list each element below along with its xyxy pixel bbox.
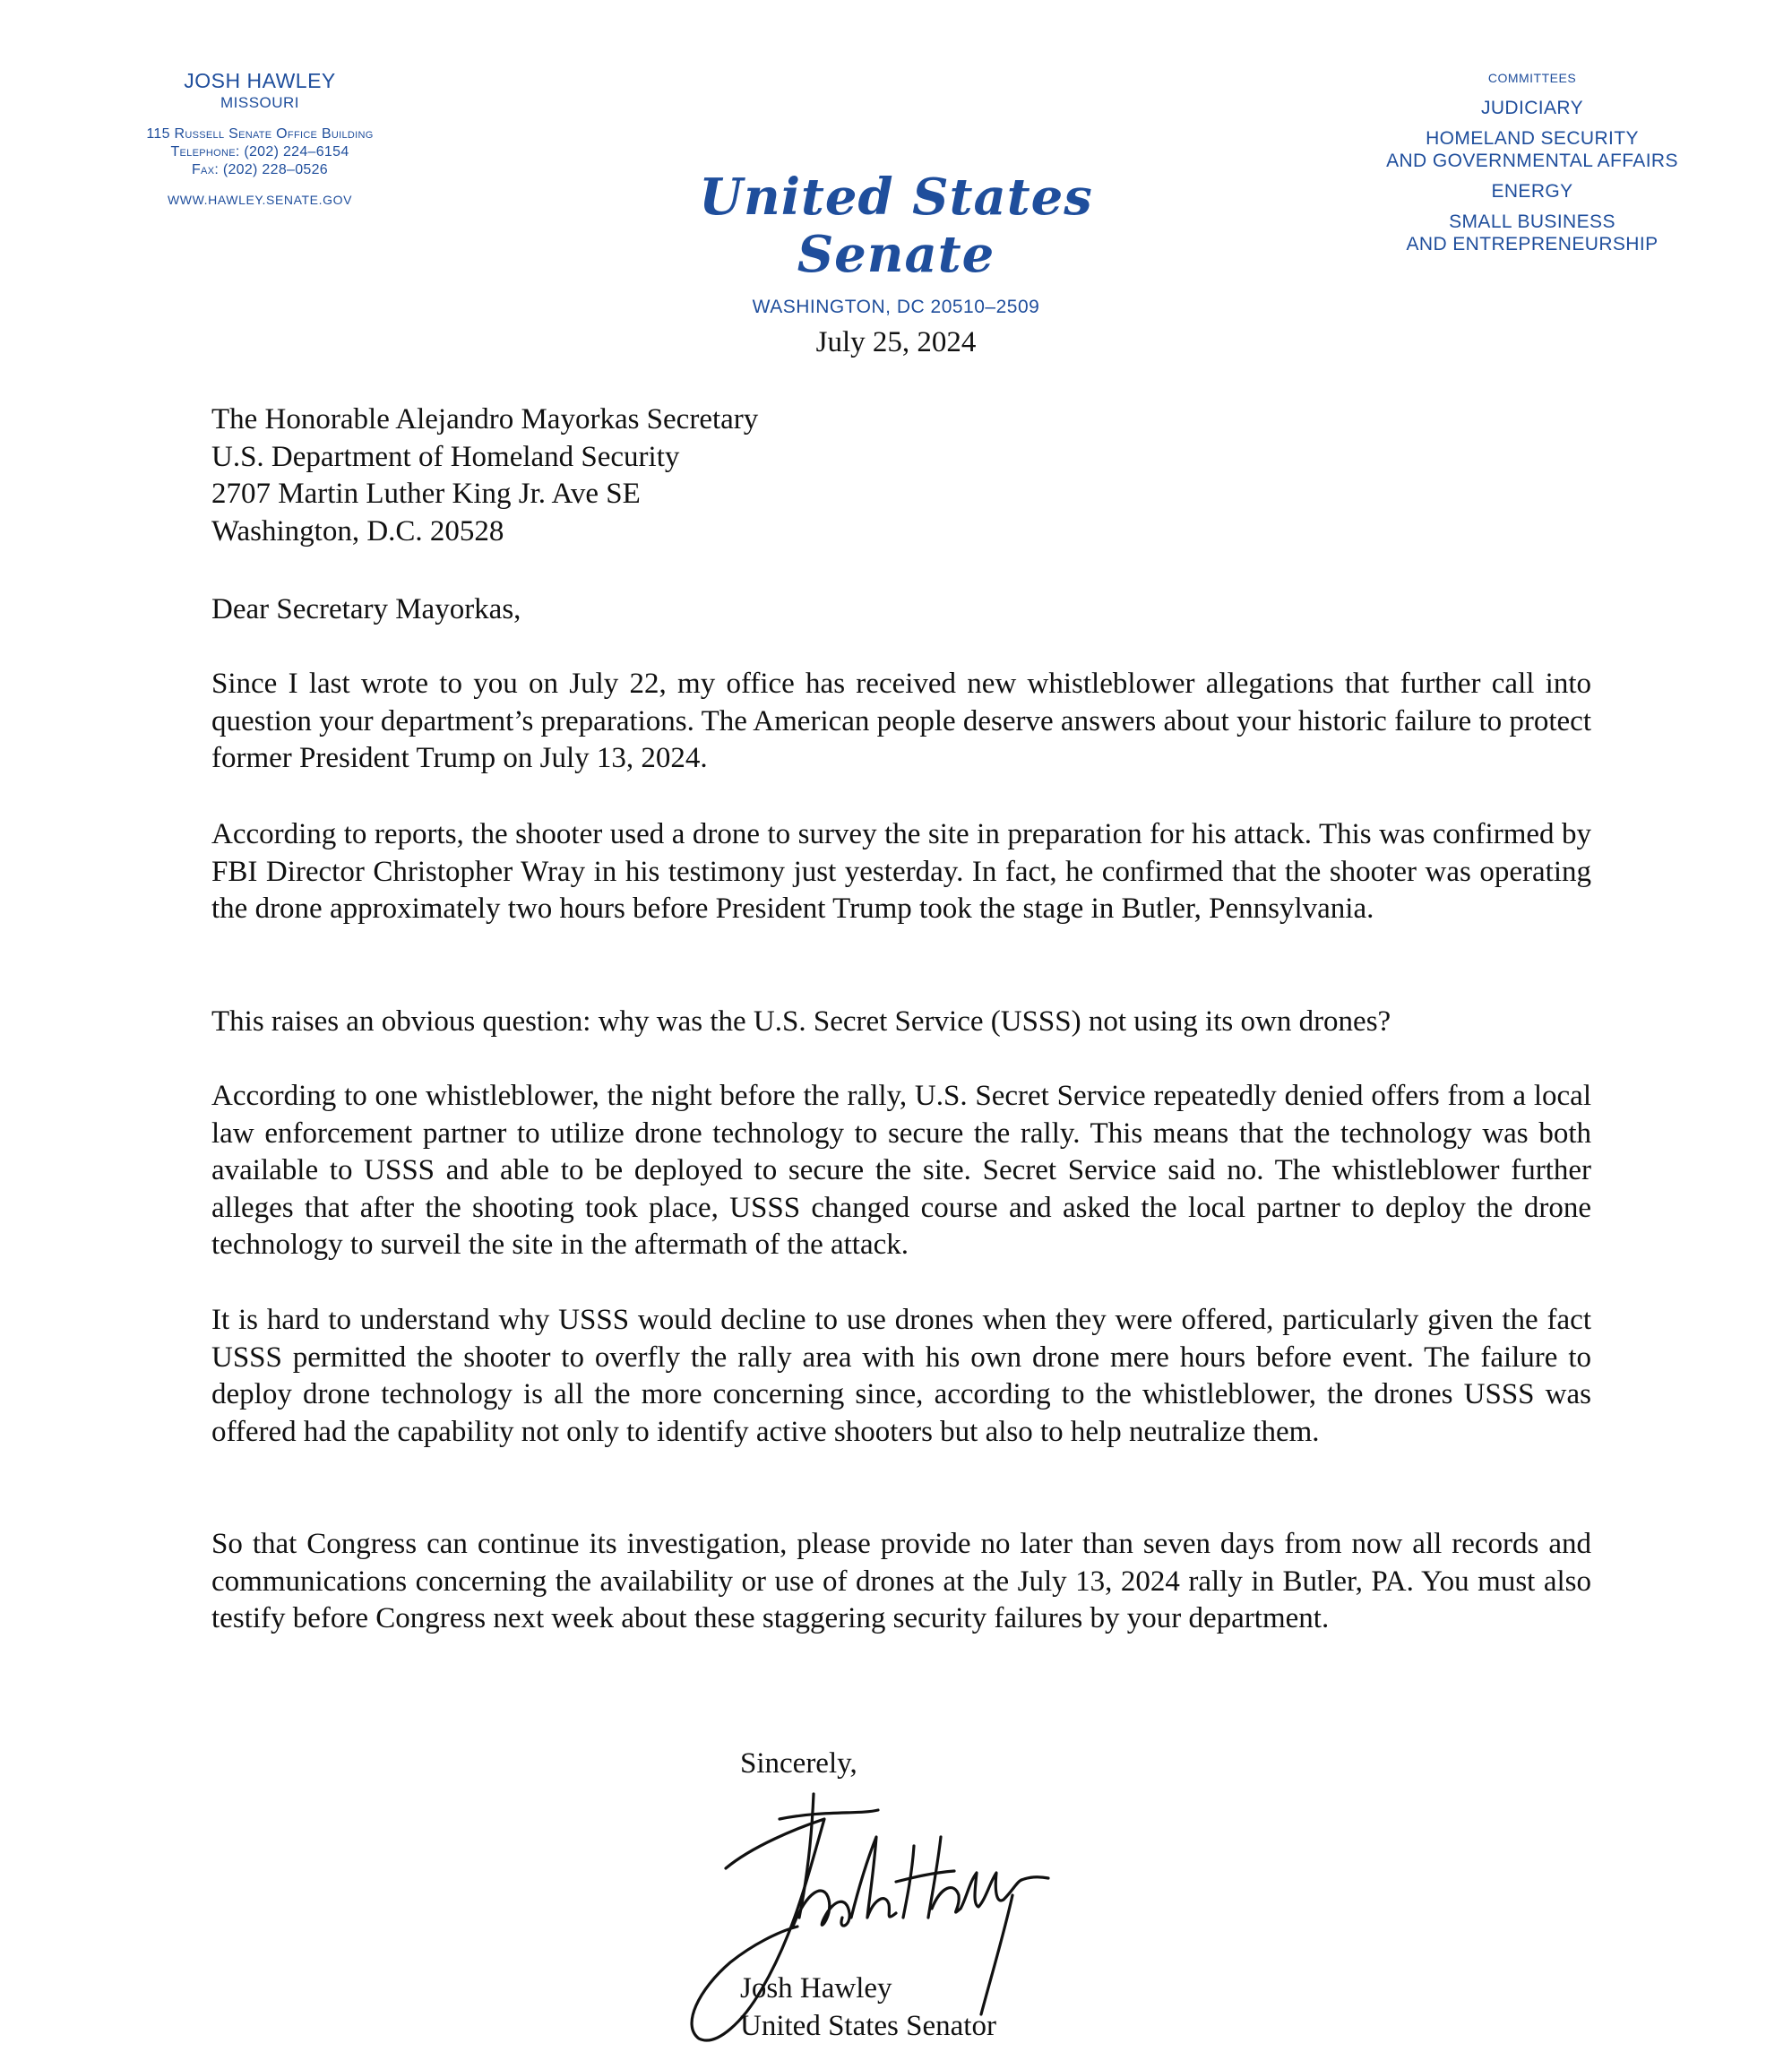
letterhead-senator-info [108,68,412,208]
signer-name: Josh Hawley [740,1972,892,2005]
body-paragraph: This raises an obvious question: why was the U.S. Secret Service (USSS) not using its own drones? [211,1005,1391,1038]
senator-name: JOSH HAWLEY [184,69,336,92]
body-paragraph: It is hard to understand why USSS would decline to use drones when they were offered, particularly given the fact USSS permitted the shooter to overfly the rally area with his own drone mere hours before event. The failure to deploy drone technology is all the more concerning since, according to the whistleblower, the drones USSS was offered had the capability not only to identify active shooters but also to help neutralize them. [211,1304,1591,1448]
body-paragraph: Since I last wrote to you on July 22, my office has received new whistleblower allegations that further call into question your department’s preparations. The American people deserve answers about your historic failure to protect former President Trump on July 13, 2024. [211,668,1591,774]
committee-item [1344,127,1720,172]
committee-line: HOMELAND SECURITY [1426,128,1639,149]
letterhead-committees [1344,70,1720,263]
recipient-address [211,401,1591,550]
recipient-line: Washington, D.C. 20528 [211,514,504,547]
committee-line: JUDICIARY [1480,98,1584,118]
committee-item [1344,180,1720,203]
committees-label: COMMITTEES [1487,71,1577,85]
recipient-line: The Honorable Alejandro Mayorkas Secretary [211,403,759,435]
senator-state: MISSOURI [220,94,300,111]
signer-title: United States Senator [740,2010,996,2042]
office-telephone: Telephone: (202) 224–6154 [170,144,349,160]
committee-item [1344,211,1720,255]
office-address: 115 Russell Senate Office Building [146,126,374,142]
office-website: WWW.HAWLEY.SENATE.GOV [167,193,353,207]
closing: Sincerely, [740,1747,857,1780]
body-paragraph: According to reports, the shooter used a drone to survey the site in preparation for his attack. This was confirmed by FBI Director Christopher Wray in his testimony just yesterday. In fact, he confirmed that the shooter was operating the drone approximately two hours before President Trump took the stage in Butler, Pennsylvania. [211,818,1591,925]
letter-date: July 25, 2024 [815,326,977,358]
committee-item [1344,97,1720,119]
office-fax: Fax: (202) 228–0526 [191,162,329,177]
letterhead-title-block [627,168,1165,319]
salutation: Dear Secretary Mayorkas, [211,593,521,625]
body-paragraph: So that Congress can continue its investigation, please provide no later than seven days from now all records and communications concerning the availability or use of drones at the July 13, 2024 rally in Butler, PA. You must also testify before Congress next week about these staggering security failures by your department. [211,1528,1591,1634]
body-paragraph: According to one whistleblower, the night before the rally, U.S. Secret Service repeatedly denied offers from a local law enforcement partner to utilize drone technology to secure the rally. This means that the technology was both available to USSS and able to be deployed to secure the site. Secret Service said no. The whistleblower further alleges that after the shooting took place, USSS changed course and asked the local partner to deploy the drone technology to surveil the site in the aftermath of the attack. [211,1080,1591,1261]
recipient-line: U.S. Department of Homeland Security [211,440,680,473]
recipient-line: 2707 Martin Luther King Jr. Ave SE [211,478,641,510]
committee-line: AND GOVERNMENTAL AFFAIRS [1386,151,1678,171]
committee-line: SMALL BUSINESS [1449,211,1615,232]
signer-block [740,1970,996,2045]
committee-line: ENERGY [1491,181,1573,202]
committee-line: AND ENTREPRENEURSHIP [1406,234,1658,254]
senate-wordmark: United States Senate [699,168,1093,284]
senate-city: WASHINGTON, DC 20510–2509 [752,297,1040,317]
